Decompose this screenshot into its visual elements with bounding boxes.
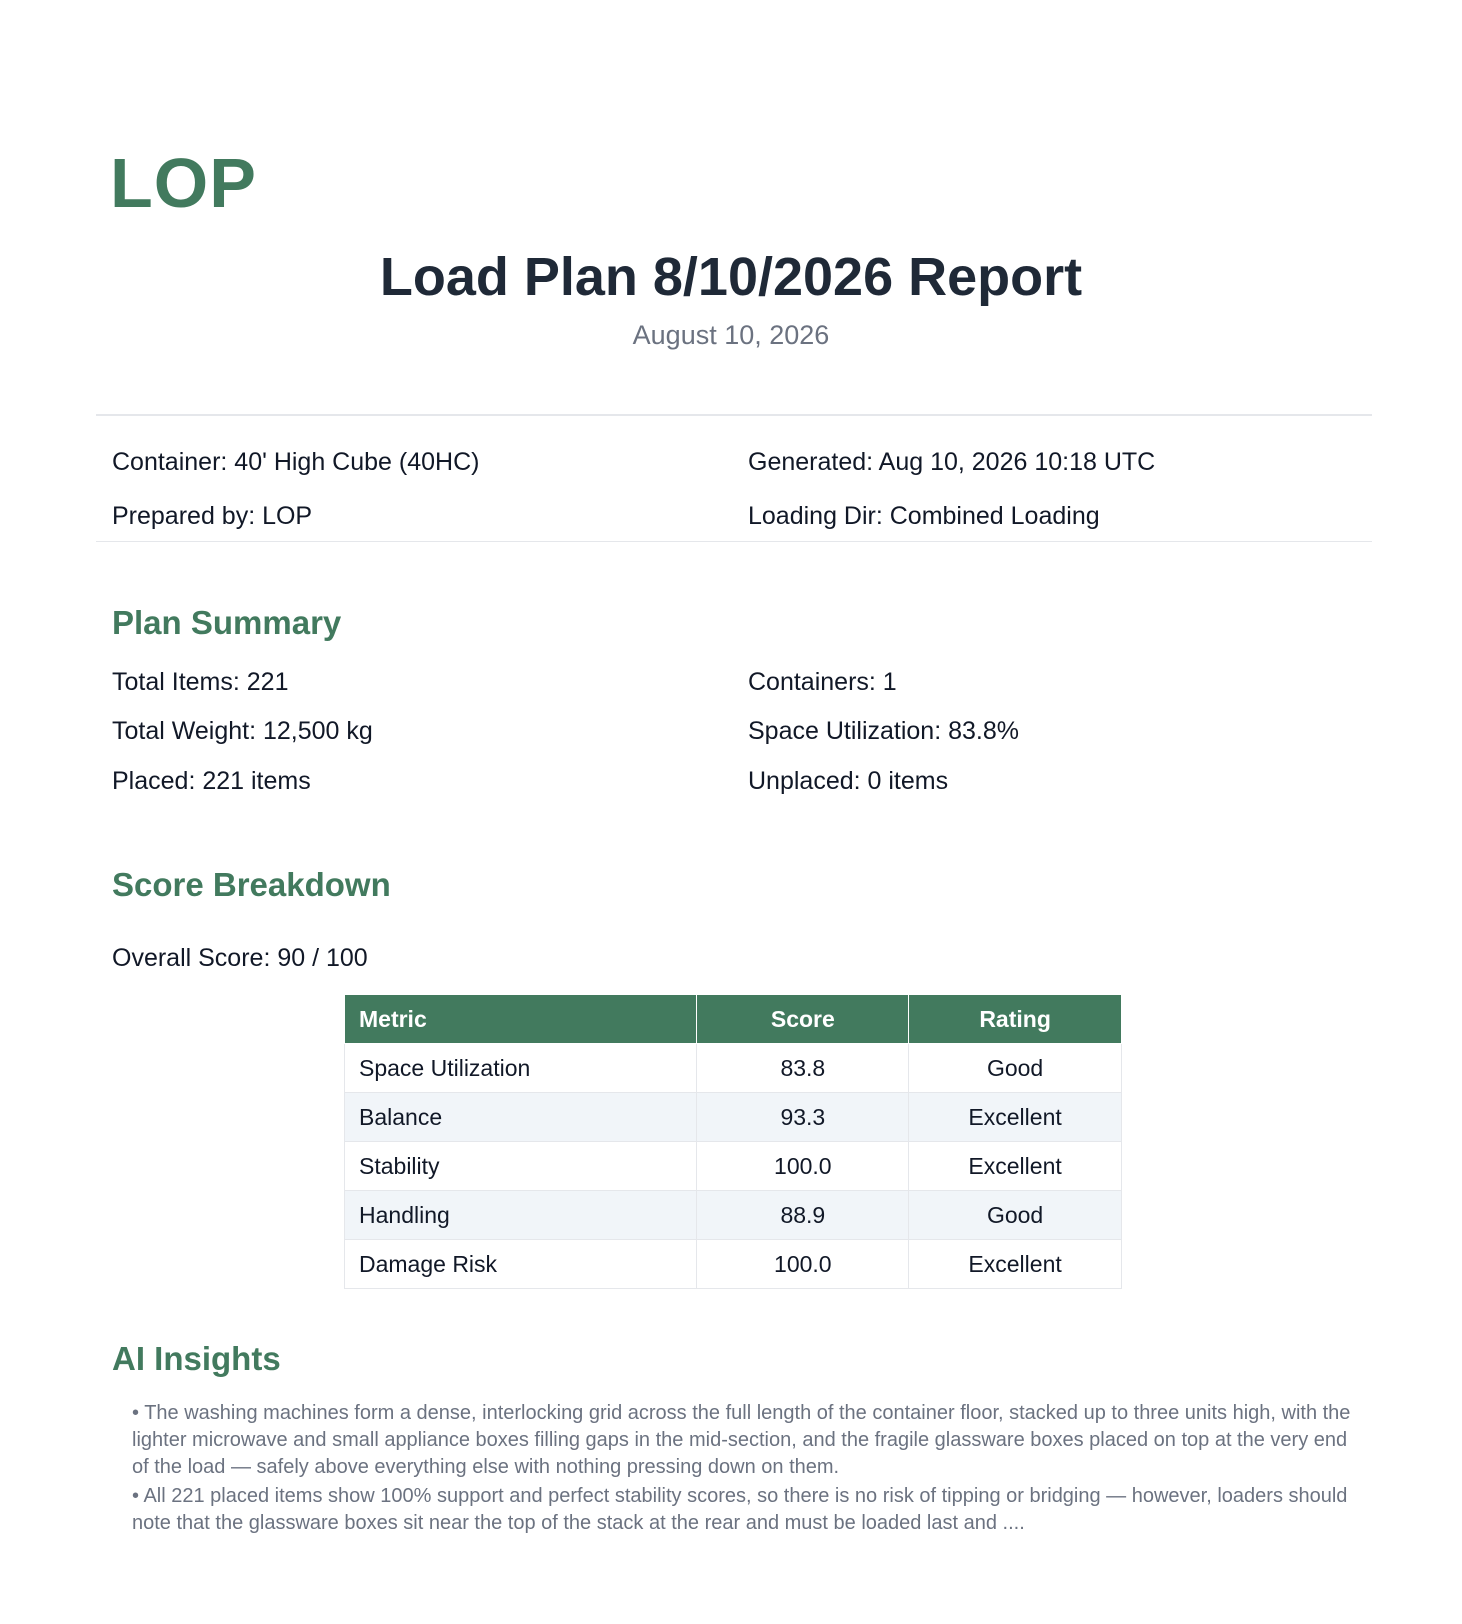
- plan-summary-heading: Plan Summary: [112, 604, 342, 641]
- container-field: Container: 40' High Cube (40HC): [112, 448, 480, 476]
- header-divider: [96, 414, 1372, 416]
- overall-score: Overall Score: 90 / 100: [112, 944, 368, 972]
- rating-cell: Excellent: [909, 1142, 1122, 1191]
- metric-cell: Stability: [345, 1142, 697, 1191]
- score-cell: 83.8: [697, 1044, 909, 1093]
- placed-field: Placed: 221 items: [112, 767, 311, 795]
- ai-insights-heading: AI Insights: [112, 1340, 281, 1377]
- total-weight-field: Total Weight: 12,500 kg: [112, 717, 373, 745]
- generated-field: Generated: Aug 10, 2026 10:18 UTC: [748, 448, 1156, 476]
- space-utilization-field: Space Utilization: 83.8%: [748, 717, 1019, 745]
- containers-field: Containers: 1: [748, 668, 897, 696]
- score-table-header: [345, 995, 1122, 1044]
- score-cell: 88.9: [697, 1191, 909, 1240]
- table-row: [345, 1240, 1122, 1289]
- rating-cell: Good: [909, 1044, 1122, 1093]
- metric-cell: Damage Risk: [345, 1240, 697, 1289]
- column-header-score: Score: [697, 995, 909, 1044]
- metric-cell: Space Utilization: [345, 1044, 697, 1093]
- column-header-rating: Rating: [909, 995, 1122, 1044]
- metric-cell: Handling: [345, 1191, 697, 1240]
- metric-cell: Balance: [345, 1093, 697, 1142]
- score-cell: 100.0: [697, 1240, 909, 1289]
- insights-list: [132, 1400, 1362, 1539]
- score-cell: 100.0: [697, 1142, 909, 1191]
- table-row: [345, 1093, 1122, 1142]
- total-items-field: Total Items: 221: [112, 668, 289, 696]
- insight-item: • The washing machines form a dense, interlocking grid across the full length of the container floor, stacked up to three units high, with the lighter microwave and small appliance boxes filling gaps in the mid-section, and the fragile glassware boxes placed on top at the very end of the load — safely above everything else with nothing pressing down on them.: [132, 1402, 1351, 1478]
- meta-divider: [96, 541, 1372, 542]
- insight-item: • All 221 placed items show 100% support and perfect stability scores, so there is no risk of tipping or bridging — however, loaders should note that the glassware boxes sit near the top of the stack at the rear and must be loaded last and ....: [132, 1485, 1348, 1534]
- score-table: [344, 994, 1122, 1289]
- rating-cell: Excellent: [909, 1240, 1122, 1289]
- score-breakdown-heading: Score Breakdown: [112, 866, 391, 903]
- rating-cell: Excellent: [909, 1093, 1122, 1142]
- table-row: [345, 1191, 1122, 1240]
- table-row: [345, 1142, 1122, 1191]
- table-row: [345, 1044, 1122, 1093]
- loading-dir-field: Loading Dir: Combined Loading: [748, 502, 1100, 530]
- column-header-metric: Metric: [345, 995, 697, 1044]
- unplaced-field: Unplaced: 0 items: [748, 767, 949, 795]
- report-date: August 10, 2026: [632, 320, 830, 350]
- rating-cell: Good: [909, 1191, 1122, 1240]
- report-title: Load Plan 8/10/2026 Report: [379, 247, 1083, 307]
- prepared-by-field: Prepared by: LOP: [112, 502, 313, 530]
- score-cell: 93.3: [697, 1093, 909, 1142]
- logo: LOP: [110, 144, 257, 222]
